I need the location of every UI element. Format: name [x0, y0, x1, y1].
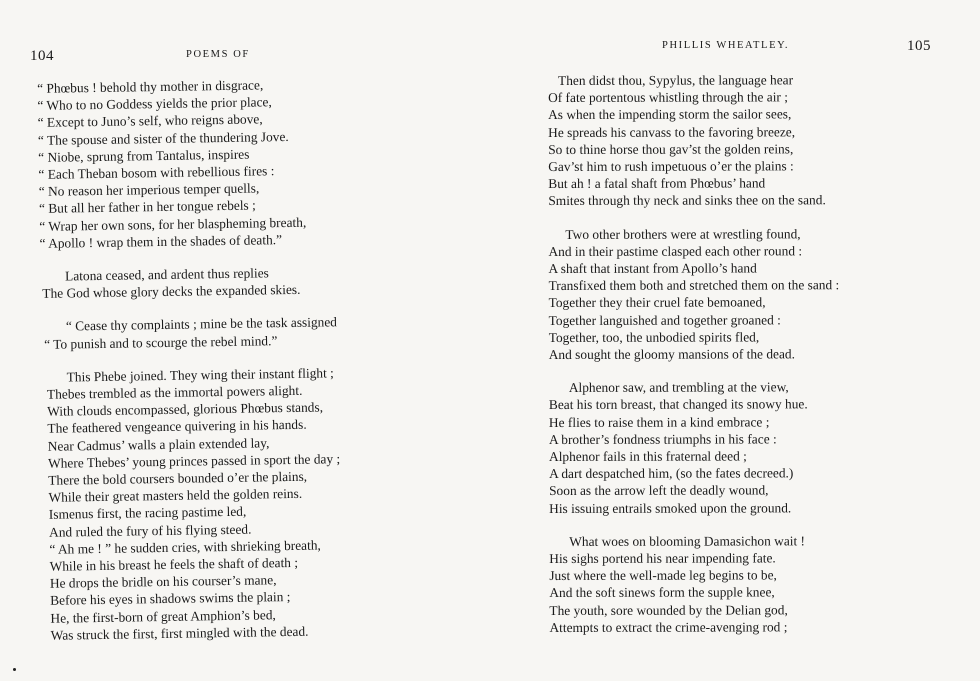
verse-line: Together, too, the unbodied spirits fled,	[548, 329, 760, 345]
verse-line: A brother’s fondness triumphs in his face :	[548, 431, 777, 447]
verse-line: The God whose glory decks the expanded skies.	[42, 282, 301, 302]
verse-line: This Phebe joined. They wing their instant flight ;	[66, 365, 334, 385]
verse-line: He spreads his canvass to the favoring breeze,	[548, 123, 796, 140]
verse-line: While their great masters held the golden reins.	[48, 486, 303, 506]
verse-line: Just where the well-made leg begins to be,	[549, 567, 777, 584]
verse-line: “ Wrap her own sons, for her blaspheming breath,	[39, 214, 307, 234]
verse-line: His issuing entrails smoked upon the ground.	[549, 500, 792, 516]
page-number: 104	[30, 48, 54, 64]
verse-line: There the bold coursers bounded o’er the plains,	[48, 468, 308, 488]
verse-line: The feathered vengeance quivering in his hands.	[47, 417, 307, 437]
verse-line: “ Cease thy complaints ; mine be the task assigned	[65, 314, 338, 334]
verse-line: “ Niobe, sprung from Tantalus, inspires	[38, 146, 250, 165]
verse-line: A shaft that instant from Apollo’s hand	[548, 260, 757, 277]
verse-line: “ The spouse and sister of the thundering Jove.	[37, 128, 289, 148]
verse-line: He drops the bridle on his courser’s mane,	[49, 572, 277, 592]
verse-line: “ Except to Juno’s self, who reigns above,	[37, 111, 263, 131]
verse-line: Near Cadmus’ walls a plain extended lay,	[47, 434, 270, 454]
verse-line: “ Each Theban bosom with rebellious fires :	[38, 163, 275, 182]
verse-line: Before his eyes in shadows swims the plain ;	[50, 589, 291, 609]
verse-line: And the soft sinews form the supple knee,	[549, 584, 775, 601]
poem-text	[32, 73, 481, 660]
verse-line: What woes on blooming Damasichon wait !	[569, 533, 806, 549]
verse-line: With clouds encompassed, glorious Phœbus stands,	[47, 399, 324, 420]
verse-line: Attempts to extract the crime-avenging rod ;	[549, 619, 788, 635]
verse-line: “ No reason her imperious temper quells,	[38, 180, 260, 200]
verse-line: A dart despatched him, (so the fates decreed.)	[549, 465, 794, 482]
verse-line: And ruled the fury of his flying steed.	[48, 521, 252, 540]
running-head: POEMS OF	[186, 49, 250, 60]
verse-line: His sighs portend his near impending fate.	[549, 550, 776, 567]
stanza	[32, 73, 475, 252]
verse-line: As when the impending storm the sailor sees,	[548, 106, 792, 123]
verse-line: Of fate portentous whistling through the air ;	[548, 89, 788, 106]
stanza	[549, 532, 979, 636]
verse-line: So to thine horse thou gav’st the golden reins,	[548, 141, 794, 157]
verse-line: Transfixed them both and stretched them on the sand :	[548, 277, 840, 294]
stanza	[548, 224, 978, 363]
verse-line: And in their pastime clasped each other round :	[548, 243, 803, 259]
verse-line: He, the first-born of great Amphion’s bed,	[50, 606, 276, 626]
verse-line: “ Apollo ! wrap them in the shades of death.”	[39, 231, 283, 251]
verse-line: Ismenus first, the racing pastime led,	[48, 504, 247, 523]
verse-line: Gav’st him to rush impetuous o’er the plains :	[548, 158, 794, 175]
speck-mark	[13, 668, 16, 671]
stanza	[35, 261, 475, 302]
verse-line: Thebes trembled as the immortal powers alight.	[46, 382, 303, 402]
verse-line: While in his breast he feels the shaft of death ;	[49, 554, 299, 574]
page-number: 105	[907, 38, 931, 54]
stanza	[548, 71, 978, 210]
verse-line: But ah ! a fatal shaft from Phœbus’ hand	[548, 175, 766, 192]
verse-line: “ To punish and to scourge the rebel mind.”	[44, 332, 278, 352]
stanza	[549, 378, 979, 517]
verse-line: Where Thebes’ young princes passed in sport the day ;	[47, 451, 341, 471]
verse-line: Was struck the first, first mingled with the dead.	[50, 623, 309, 643]
stanza	[37, 362, 481, 644]
verse-line: Together they their cruel fate bemoaned,	[548, 294, 766, 311]
verse-line: “ Phœbus ! behold thy mother in disgrace,	[37, 77, 264, 96]
right-page	[490, 0, 980, 681]
running-head: PHILLIS WHEATLEY.	[662, 40, 790, 51]
verse-line: Together languished and together groaned :	[548, 312, 781, 328]
verse-line: “ Who to no Goddess yields the prior place,	[37, 94, 272, 114]
verse-line: Latona ceased, and ardent thus replies	[64, 265, 269, 284]
verse-line: Smites through thy neck and sinks thee on the sand.	[548, 192, 826, 209]
verse-line: And sought the gloomy mansions of the dead.	[548, 346, 795, 363]
verse-line: The youth, sore wounded by the Delian god,	[549, 602, 788, 618]
verse-line: Beat his torn breast, that changed its snowy hue.	[548, 396, 808, 413]
verse-line: Two other brothers were at wrestling found,	[565, 225, 801, 242]
verse-line: Then didst thou, Sypylus, the language hear	[558, 72, 794, 88]
verse-line: “ But all her father in her tongue rebels ;	[38, 197, 256, 217]
verse-line: Alphenor fails in this fraternal deed ;	[548, 448, 747, 465]
verse-line: Alphenor saw, and trembling at the view,	[568, 379, 789, 396]
verse-line: “ Ah me ! ” he sudden cries, with shrieking breath,	[49, 537, 321, 557]
poem-text	[548, 71, 980, 652]
stanza	[36, 311, 476, 352]
verse-line: Soon as the arrow left the deadly wound,	[549, 482, 769, 499]
verse-line: He flies to raise them in a kind embrace ;	[548, 414, 770, 430]
